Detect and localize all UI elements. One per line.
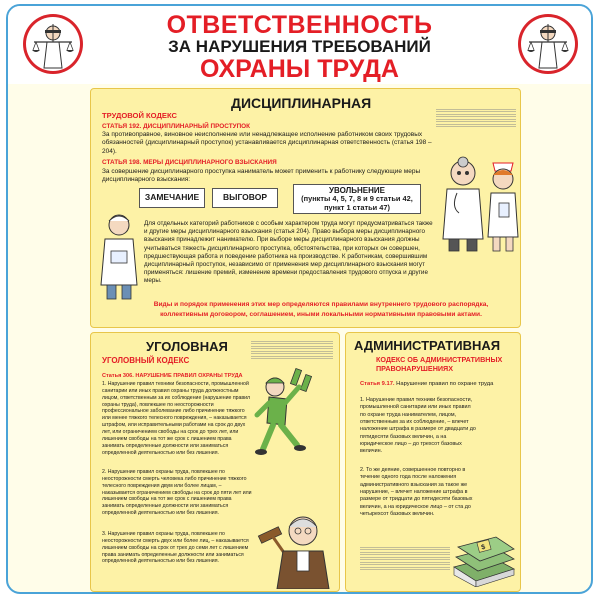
disciplinary-highlight-line-1: Виды и порядок применения этих мер определяются правилами внутреннего трудового распорядка, [153, 301, 489, 308]
administrative-code-heading-line-1: КОДЕКС ОБ АДМИНИСТРАТИВНЫХ [376, 355, 503, 364]
penalty-dismissal [293, 184, 421, 214]
money-stack-icon [452, 527, 516, 587]
poster [6, 4, 593, 594]
penalty-dismissal-title: УВОЛЬНЕНИЕ [329, 185, 385, 195]
publication-info [360, 545, 450, 571]
article-192-text: За противоправное, виновное неисполнение или ненадлежащее исполнение работником своих трудовых обязанностей (дисциплинарный проступок) устанавливается дисциплинарная ответственность (статья 198 – 204). [102, 131, 432, 155]
administrative-code-heading-line-2: ПРАВОНАРУШЕНИЯХ [376, 364, 454, 373]
doctor-cartoon-icon [437, 153, 489, 253]
article-192-heading: СТАТЬЯ 192. ДИСЦИПЛИНАРНЫЙ ПРОСТУПОК [102, 123, 251, 130]
administrative-panel [345, 332, 521, 592]
svg-text:$: $ [480, 543, 487, 552]
publication-info [251, 339, 333, 361]
themis-justice-emblem-icon [517, 12, 579, 76]
nurse-cartoon-icon [485, 155, 521, 255]
title-line-3: ОХРАНЫ ТРУДА [200, 55, 399, 83]
penalty-reprimand: ВЫГОВОР [212, 188, 278, 208]
labor-code-heading: ТРУДОВОЙ КОДЕКС [102, 111, 177, 120]
title-line-2: ЗА НАРУШЕНИЯ ТРЕБОВАНИЙ [168, 37, 431, 56]
penalty-dismissal-clause-1: (пункты 4, 5, 7, 8 и 9 статьи 42, [301, 194, 413, 204]
article-198-text: За совершение дисциплинарного проступка наниматель может применить к работнику следующие меры дисциплинарного взыскания: [102, 168, 421, 184]
article-9-17-title: Нарушение правил по охране труда [396, 381, 494, 387]
header [8, 6, 591, 84]
article-306-paragraph-2: 2. Нарушение правил охраны труда, повлекшее по неосторожности смерть человека либо причинение тяжкого телесного повреждения двум или более лицам, – наказывается ограничением свободы на срок до пяти лет или лишением свободы на тот же срок с лишением права занимать определенные должности или заниматься определенной деятельностью или без лишения. [102, 469, 252, 517]
article-9-17-label: Статья 9.17. [360, 381, 395, 387]
disciplinary-highlight-line-2: коллективным договором, соглашением, иными локальными нормативными правовыми актами. [160, 311, 482, 318]
article-198-heading: СТАТЬЯ 198. МЕРЫ ДИСЦИПЛИНАРНОГО ВЗЫСКАНИЯ [102, 159, 277, 166]
article-306-heading: Статья 306. НАРУШЕНИЕ ПРАВИЛ ОХРАНЫ ТРУДА [102, 373, 243, 379]
article-9-17-heading [360, 381, 493, 388]
article-9-17-paragraph-1: 1. Нарушение правил техники безопасности, промышленной санитарии или иных правил по охране труда нанимателем, лицом, ответственным за их соблюдение, – влечет наложение штрафа в размере от двадцати до пятидесяти базовых величин, а на юридическое лицо – до трехсот базовых величин. [360, 397, 476, 455]
disciplinary-body-text: Для отдельных категорий работников с особым характером труда могут предусматриваться также и другие меры дисциплинарного взыскания (статья 204). Право выбора меры дисциплинарного взыскания принадлежит нанимателю. При выборе меры дисциплинарного взыскания должны учитываться тяжесть дисциплинарного проступка, обстоятельства, при которых он совершен, предшествующая работа и поведение работника на производстве. К работникам, совершившим дисциплинарный проступок, независимо от применения мер дисциплинарного взыскания могут применяться: лишение премий, изменение времени предоставления трудового отпуска и другие меры. [144, 220, 433, 285]
disciplinary-title: ДИСЦИПЛИНАРНАЯ [231, 95, 372, 111]
judge-gavel-cartoon-icon [257, 501, 337, 589]
criminal-code-heading: УГОЛОВНЫЙ КОДЕКС [102, 356, 190, 365]
publication-info [436, 107, 516, 129]
article-306-paragraph-1: 1. Нарушение правил техники безопасности, промышленной санитарии или иных правил охраны труда должностным лицом, ответственным за их соблюдение (нарушение правил охраны труда), повлекшее по неосторожности профессиональное заболевание либо причинение тяжкого или менее тяжкого телесного повреждения, – наказывается штрафом, или исправительными работами на срок до двух лет, или ограничением свободы на срок до трех лет, или лишением свободы на тот же срок с лишением права занимать определенные должности или заниматься определенной деятельностью или без лишения. [102, 381, 251, 456]
article-306-paragraph-3: 3. Нарушение правил охраны труда, повлекшее по неосторожности смерть двух или более лиц, – наказывается лишением свободы на срок от трех до семи лет с лишением права занимать определенные должности или заниматься определенной деятельностью или без лишения. [102, 531, 249, 565]
doctor-cartoon-icon [95, 211, 143, 303]
article-9-17-paragraph-2: 2. То же деяние, совершенное повторно в течение одного года после наложения административного взыскания за такое же нарушение, – влечет наложение штрафа в размере от тридцати до пятидесяти базовых величин, а на юридическое лицо – от ста до четырехсот базовых величин. [360, 467, 473, 518]
administrative-title: АДМИНИСТРАТИВНАЯ [354, 338, 501, 353]
penalty-remark: ЗАМЕЧАНИЕ [139, 188, 205, 208]
running-worker-cartoon-icon [253, 365, 317, 461]
criminal-title: УГОЛОВНАЯ [146, 339, 228, 354]
penalty-dismissal-clause-2: пункт 1 статьи 47) [324, 202, 390, 212]
disciplinary-panel [90, 88, 521, 328]
criminal-panel [90, 332, 340, 592]
title-line-1: ОТВЕТСТВЕННОСТЬ [166, 11, 433, 39]
